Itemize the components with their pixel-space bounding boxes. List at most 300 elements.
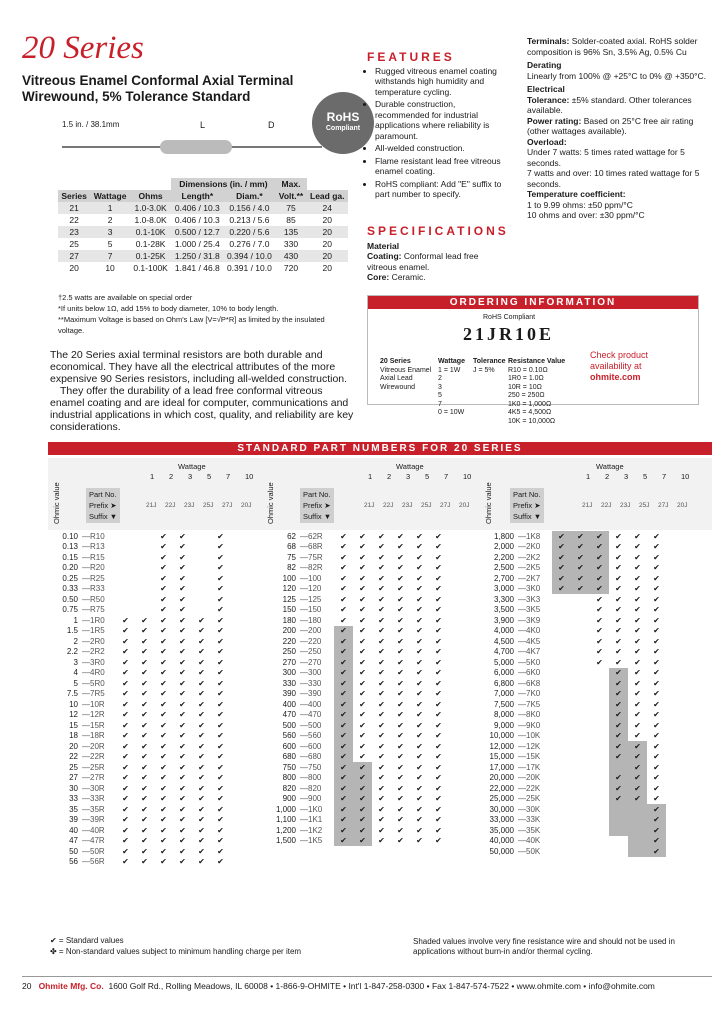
availability-mark — [571, 741, 590, 752]
part-row — [48, 647, 230, 658]
ohmic-value: 125 — [282, 594, 296, 604]
availability-mark: ✔ — [122, 773, 129, 783]
availability-mark: ✔ — [198, 825, 205, 835]
part-suffix: —30K — [518, 804, 541, 814]
availability-mark: ✔ — [634, 657, 641, 667]
availability-mark: ✔ — [160, 594, 167, 604]
derating-value: Linearly from 100% @ +25°C to 0% @ +350°C. — [527, 70, 707, 81]
availability-mark: ✔ — [179, 710, 186, 720]
part-suffix: —560 — [300, 731, 322, 741]
availability-mark: ✔ — [552, 552, 571, 563]
part-suffix: —220 — [300, 636, 322, 646]
availability-mark — [552, 647, 571, 658]
availability-mark: ✔ — [217, 720, 224, 730]
ordering-line: 10K = 10,000Ω — [508, 417, 556, 425]
part-row — [266, 542, 448, 553]
availability-mark: ✔ — [634, 626, 641, 636]
availability-mark — [571, 836, 590, 847]
availability-mark — [571, 773, 590, 784]
parts-grid-column-3 — [484, 531, 666, 857]
availability-mark: ✔ — [634, 605, 641, 615]
availability-mark: ✔ — [334, 783, 353, 794]
availability-mark: ✔ — [334, 720, 353, 731]
availability-mark: ✔ — [160, 773, 167, 783]
availability-mark: ✔ — [378, 699, 385, 709]
availability-mark: ✔ — [378, 752, 385, 762]
availability-mark: ✔ — [217, 636, 224, 646]
availability-mark: ✔ — [359, 710, 366, 720]
availability-mark: ✔ — [359, 531, 366, 541]
availability-mark: ✔ — [609, 773, 628, 784]
availability-mark — [552, 836, 571, 847]
availability-mark: ✔ — [416, 563, 423, 573]
availability-mark: ✔ — [416, 783, 423, 793]
availability-mark: ✔ — [416, 584, 423, 594]
availability-mark: ✔ — [122, 804, 129, 814]
availability-mark: ✔ — [160, 552, 167, 562]
availability-mark: ✔ — [416, 689, 423, 699]
availability-mark: ✔ — [653, 783, 660, 793]
ohmic-value: 500 — [282, 720, 296, 730]
spec-cell: 0.500 / 12.7 — [171, 226, 223, 238]
availability-mark: ✔ — [334, 647, 353, 658]
availability-mark: ✔ — [378, 804, 385, 814]
ordering-resistance-col — [508, 358, 565, 426]
availability-mark: ✔ — [634, 720, 641, 730]
spec-cell: 85 — [286, 215, 296, 225]
page-footer — [22, 976, 712, 991]
availability-mark — [571, 636, 590, 647]
availability-mark: ✔ — [609, 678, 628, 689]
availability-mark: ✔ — [378, 626, 385, 636]
availability-mark: ✔ — [435, 825, 442, 835]
part-suffix: —33K — [518, 815, 541, 825]
availability-mark: ✔ — [634, 573, 641, 583]
availability-mark: ✔ — [596, 626, 603, 636]
part-row — [266, 573, 448, 584]
availability-mark: ✔ — [571, 573, 590, 584]
part-row — [484, 584, 666, 595]
availability-mark: ✔ — [609, 720, 628, 731]
ordering-line: Axial Lead — [380, 375, 413, 382]
coating-value: Conformal lead free vitreous enamel. — [367, 251, 479, 272]
availability-mark: ✔ — [397, 720, 404, 730]
ohmic-value: 250 — [282, 647, 296, 657]
availability-mark: ✔ — [435, 783, 442, 793]
part-suffix: —800 — [300, 773, 322, 783]
availability-mark: ✔ — [160, 762, 167, 772]
part-row — [48, 636, 230, 647]
part-suffix: —40R — [82, 825, 105, 835]
ohmite-link[interactable]: ohmite.com — [590, 372, 641, 382]
availability-mark: ✔ — [217, 773, 224, 783]
availability-mark — [590, 794, 609, 805]
availability-mark: ✔ — [179, 720, 186, 730]
availability-mark: ✔ — [217, 657, 224, 667]
part-row — [484, 752, 666, 763]
part-row — [266, 689, 448, 700]
availability-mark: ✔ — [647, 836, 666, 847]
part-row — [266, 552, 448, 563]
ohmic-value: 12,000 — [489, 741, 514, 751]
part-suffix: —4K7 — [518, 647, 541, 657]
ohmic-value: 0.15 — [62, 552, 78, 562]
wattage-value: 7 — [444, 472, 449, 481]
part-suffix: —500 — [300, 720, 322, 730]
availability-mark: ✔ — [653, 752, 660, 762]
part-suffix: —75R — [300, 552, 323, 562]
availability-mark: ✔ — [160, 542, 167, 552]
availability-mark: ✔ — [198, 689, 205, 699]
availability-mark: ✔ — [634, 636, 641, 646]
availability-mark: ✔ — [628, 762, 647, 773]
availability-mark: ✔ — [653, 710, 660, 720]
availability-mark: ✔ — [397, 531, 404, 541]
availability-mark: ✔ — [653, 773, 660, 783]
wattage-value: 2 — [387, 472, 392, 481]
availability-mark: ✔ — [334, 825, 353, 836]
availability-mark: ✔ — [359, 678, 366, 688]
availability-mark: ✔ — [353, 836, 372, 847]
part-suffix: —270 — [300, 657, 322, 667]
availability-mark: ✔ — [198, 846, 205, 856]
rohs-badge-text: RoHS — [326, 110, 360, 124]
availability-mark: ✔ — [217, 825, 224, 835]
spec-cell: 1.841 / 46.8 — [174, 263, 220, 273]
part-suffix: —125 — [300, 594, 322, 604]
availability-mark: ✔ — [416, 825, 423, 835]
availability-mark: ✔ — [397, 594, 404, 604]
part-row — [48, 710, 230, 721]
prefix-value: 23J — [620, 502, 631, 509]
ohmic-value: 20,000 — [489, 773, 514, 783]
ordering-line: 1K0 = 1,000Ω — [508, 400, 552, 408]
part-row — [484, 836, 666, 847]
availability-mark: ✔ — [615, 552, 622, 562]
ohmic-value: 4,000 — [493, 626, 514, 636]
availability-mark: ✔ — [198, 720, 205, 730]
availability-mark: ✔ — [141, 731, 148, 741]
availability-mark — [192, 563, 211, 574]
availability-mark: ✔ — [435, 615, 442, 625]
ohmic-value: 3,300 — [493, 594, 514, 604]
availability-mark: ✔ — [416, 720, 423, 730]
part-row — [48, 689, 230, 700]
part-suffix: —2R2 — [82, 647, 105, 657]
check-line-1: Check product — [590, 350, 649, 360]
ordering-rohs-line: RoHS Compliant — [483, 314, 536, 321]
availability-mark: ✔ — [122, 815, 129, 825]
part-suffix: —30R — [82, 783, 105, 793]
availability-mark: ✔ — [378, 552, 385, 562]
availability-mark: ✔ — [217, 552, 224, 562]
availability-mark: ✔ — [615, 531, 622, 541]
availability-mark: ✔ — [628, 794, 647, 805]
spec-cell: 0.1-100K — [133, 263, 168, 273]
part-row — [484, 710, 666, 721]
availability-mark — [628, 804, 647, 815]
wattage-label-3: Wattage — [596, 462, 624, 471]
feature-item: • RoHS compliant: Add "E" suffix to part number to specify. — [375, 179, 502, 200]
availability-mark: ✔ — [359, 668, 366, 678]
availability-mark: ✔ — [353, 762, 372, 773]
availability-mark — [135, 531, 154, 542]
part-suffix: —100 — [300, 573, 322, 583]
ohmic-value: 10,000 — [489, 731, 514, 741]
availability-mark — [552, 846, 571, 857]
availability-mark: ✔ — [653, 594, 660, 604]
part-suffix: —5R0 — [82, 678, 105, 688]
part-row — [48, 783, 230, 794]
ordering-heading: ORDERING INFORMATION — [368, 296, 698, 309]
part-row — [484, 815, 666, 826]
part-row — [266, 615, 448, 626]
availability-mark: ✔ — [179, 689, 186, 699]
availability-mark: ✔ — [378, 689, 385, 699]
resistor-body-icon — [160, 140, 232, 154]
availability-mark — [609, 825, 628, 836]
availability-mark: ✔ — [628, 741, 647, 752]
ordering-line: 2 — [438, 375, 442, 382]
availability-mark: ✔ — [653, 731, 660, 741]
features-heading: FEATURES — [367, 50, 455, 64]
availability-mark: ✔ — [198, 804, 205, 814]
part-row — [48, 825, 230, 836]
availability-mark: ✔ — [359, 699, 366, 709]
availability-mark: ✔ — [378, 657, 385, 667]
part-row — [48, 605, 230, 616]
feature-item: • Flame resistant lead free vitreous enamel coating. — [375, 156, 502, 177]
overload-value-1: Under 7 watts: 5 times rated wattage for 5 seconds. — [527, 147, 685, 168]
availability-mark: ✔ — [435, 678, 442, 688]
availability-mark: ✔ — [198, 752, 205, 762]
suffix-label-3: Suffix ▼ — [513, 512, 542, 521]
availability-mark: ✔ — [334, 741, 353, 752]
availability-mark: ✔ — [435, 836, 442, 846]
availability-mark: ✔ — [179, 846, 186, 856]
ordering-line: Wattage — [438, 358, 465, 365]
availability-mark: ✔ — [340, 542, 347, 552]
part-suffix: —10R — [82, 699, 105, 709]
availability-mark: ✔ — [160, 563, 167, 573]
part-row — [484, 552, 666, 563]
availability-mark: ✔ — [198, 773, 205, 783]
terminals-label: Terminals: — [527, 36, 570, 46]
availability-mark — [571, 825, 590, 836]
ohmic-value: 68 — [287, 542, 296, 552]
wattage-label-1: Wattage — [178, 462, 206, 471]
part-no-label-2: Part No. — [303, 490, 331, 499]
availability-mark: ✔ — [141, 710, 148, 720]
part-suffix: —15R — [82, 720, 105, 730]
ohmic-value: 40 — [69, 825, 78, 835]
availability-mark: ✔ — [653, 699, 660, 709]
wattage-value: 2 — [169, 472, 174, 481]
availability-mark — [135, 542, 154, 553]
availability-mark: ✔ — [615, 647, 622, 657]
availability-mark: ✔ — [615, 563, 622, 573]
part-row — [48, 794, 230, 805]
availability-mark: ✔ — [353, 783, 372, 794]
part-suffix: —820 — [300, 783, 322, 793]
check-line-2: availability at — [590, 361, 642, 371]
availability-mark: ✔ — [122, 825, 129, 835]
part-suffix: —600 — [300, 741, 322, 751]
availability-mark: ✔ — [160, 573, 167, 583]
ohmic-value: 33 — [69, 794, 78, 804]
availability-mark — [590, 752, 609, 763]
spec-cell: 25 — [69, 239, 79, 249]
standard-parts-heading: STANDARD PART NUMBERS FOR 20 SERIES — [48, 442, 712, 455]
availability-mark: ✔ — [122, 615, 129, 625]
availability-mark — [552, 741, 571, 752]
availability-mark — [135, 605, 154, 616]
part-row — [266, 815, 448, 826]
availability-mark: ✔ — [378, 836, 385, 846]
availability-mark: ✔ — [378, 741, 385, 751]
part-row — [484, 741, 666, 752]
availability-mark: ✔ — [590, 531, 609, 542]
availability-mark: ✔ — [198, 731, 205, 741]
spec-cell: 10 — [105, 263, 115, 273]
part-suffix: —R15 — [82, 552, 105, 562]
ohmic-value: 470 — [282, 710, 296, 720]
availability-mark: ✔ — [359, 552, 366, 562]
spec-cell: 20 — [307, 226, 348, 238]
part-suffix: —3K0 — [518, 584, 541, 594]
ohmic-value: 7.5 — [66, 689, 78, 699]
availability-mark: ✔ — [647, 815, 666, 826]
power-value: Based on 25°C free air rating (other wattages available). — [527, 115, 694, 136]
availability-mark: ✔ — [179, 741, 186, 751]
availability-mark: ✔ — [615, 594, 622, 604]
part-suffix: —3K3 — [518, 594, 541, 604]
availability-mark: ✔ — [596, 636, 603, 646]
availability-mark: ✔ — [198, 699, 205, 709]
wattage-value: 1 — [586, 472, 591, 481]
availability-mark — [135, 594, 154, 605]
availability-mark: ✔ — [609, 783, 628, 794]
availability-mark: ✔ — [653, 762, 660, 772]
availability-mark: ✔ — [340, 563, 347, 573]
availability-mark: ✔ — [198, 857, 205, 867]
spec-col-header: Diam.* — [223, 190, 275, 202]
legend-standard: ✔ = Standard values — [50, 936, 124, 945]
wattage-value: 2 — [605, 472, 610, 481]
availability-mark: ✔ — [397, 710, 404, 720]
spec-cell: 0.220 / 5.6 — [223, 226, 275, 238]
ohmic-value: 200 — [282, 626, 296, 636]
availability-mark: ✔ — [359, 657, 366, 667]
availability-mark: ✔ — [609, 689, 628, 700]
ohmic-value: 50,000 — [489, 846, 514, 856]
ohmic-value: 820 — [282, 783, 296, 793]
part-row — [48, 584, 230, 595]
part-suffix: —R20 — [82, 563, 105, 573]
availability-mark: ✔ — [359, 647, 366, 657]
availability-mark: ✔ — [141, 636, 148, 646]
ordering-line: 1 = 1W — [438, 366, 461, 374]
availability-mark: ✔ — [378, 636, 385, 646]
spec-row — [58, 226, 348, 238]
availability-mark: ✔ — [634, 531, 641, 541]
availability-mark: ✔ — [141, 794, 148, 804]
availability-mark: ✔ — [653, 794, 660, 804]
availability-mark: ✔ — [609, 668, 628, 679]
availability-mark: ✔ — [634, 710, 641, 720]
availability-mark: ✔ — [334, 710, 353, 721]
part-number-example: 21JR10E — [463, 324, 555, 344]
availability-mark — [571, 626, 590, 637]
part-suffix: —7K0 — [518, 689, 541, 699]
availability-mark: ✔ — [122, 626, 129, 636]
availability-mark — [609, 762, 628, 773]
availability-mark: ✔ — [615, 615, 622, 625]
prefix-label-1: Prefix ➤ — [89, 501, 117, 510]
part-suffix: —470 — [300, 710, 322, 720]
availability-mark: ✔ — [217, 678, 224, 688]
ohmic-value: 4 — [73, 668, 78, 678]
availability-mark — [552, 626, 571, 637]
part-suffix: —120 — [300, 584, 322, 594]
part-row — [484, 783, 666, 794]
spec-col-header: Ohms — [130, 190, 171, 202]
prefix-value: 25J — [639, 502, 650, 509]
ohmic-value: 2,000 — [493, 542, 514, 552]
availability-mark: ✔ — [160, 668, 167, 678]
wattage-value: 5 — [425, 472, 430, 481]
part-suffix: —25R — [82, 762, 105, 772]
spec-row — [58, 262, 348, 274]
ohmic-value: 35 — [69, 804, 78, 814]
spec-row — [58, 250, 348, 262]
wattage-value: 7 — [226, 472, 231, 481]
ohmic-value: 390 — [282, 689, 296, 699]
availability-mark — [552, 794, 571, 805]
availability-mark — [571, 710, 590, 721]
spec-row — [58, 202, 348, 214]
part-suffix: —10K — [518, 731, 541, 741]
ohmic-value: 0.50 — [62, 594, 78, 604]
availability-mark — [590, 773, 609, 784]
availability-mark: ✔ — [217, 783, 224, 793]
spec-cell: 1.0-3.0K — [130, 202, 171, 214]
availability-mark: ✔ — [653, 573, 660, 583]
availability-mark: ✔ — [609, 752, 628, 763]
availability-mark: ✔ — [179, 731, 186, 741]
availability-mark: ✔ — [340, 605, 347, 615]
part-row — [266, 825, 448, 836]
part-row — [266, 752, 448, 763]
availability-mark: ✔ — [160, 584, 167, 594]
part-suffix: —R33 — [82, 584, 105, 594]
availability-mark: ✔ — [397, 773, 404, 783]
part-row — [484, 626, 666, 637]
part-row — [484, 542, 666, 553]
availability-mark: ✔ — [653, 542, 660, 552]
availability-mark: ✔ — [634, 552, 641, 562]
availability-mark: ✔ — [397, 605, 404, 615]
part-row — [48, 857, 230, 868]
part-row — [48, 657, 230, 668]
availability-mark — [590, 710, 609, 721]
availability-mark: ✔ — [378, 794, 385, 804]
availability-mark — [590, 699, 609, 710]
part-suffix: —4K0 — [518, 626, 541, 636]
availability-mark: ✔ — [122, 689, 129, 699]
ohmic-value: 30 — [69, 783, 78, 793]
availability-mark: ✔ — [397, 657, 404, 667]
